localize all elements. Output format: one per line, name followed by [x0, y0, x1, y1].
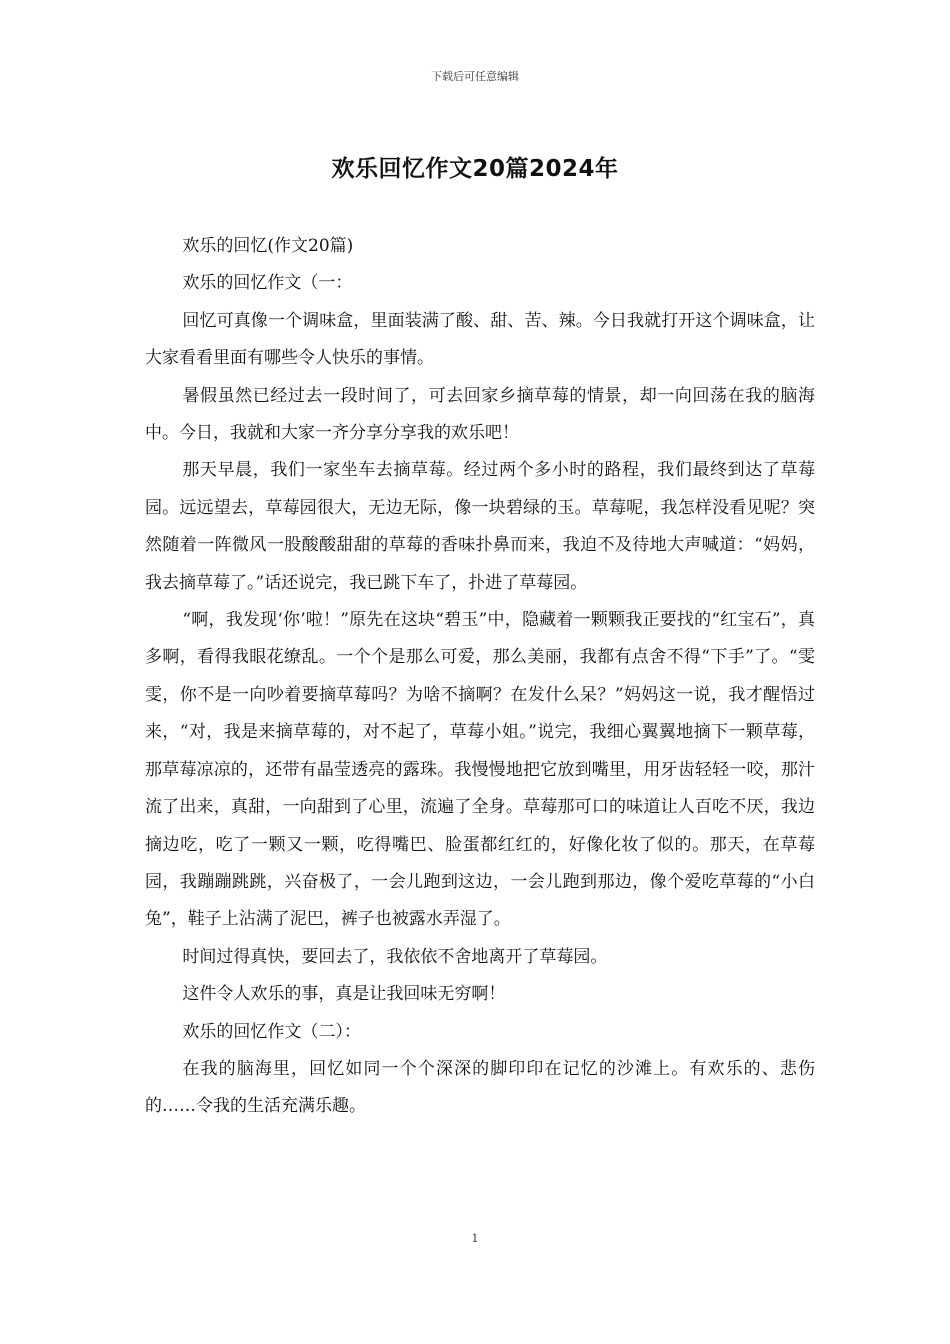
document-title: 欢乐回忆作文20篇2024年	[331, 156, 619, 182]
paragraph: 时间过得真快，要回去了，我依依不舍地离开了草莓园。	[182, 946, 608, 967]
paragraph: 在我的脑海里，回忆如同一个个深深的脚印印在记忆的沙滩上。有欢乐的、悲伤的……令我的生活充满乐趣。	[145, 1058, 815, 1117]
paragraph-subtitle: 欢乐的回忆(作文20篇)	[182, 236, 354, 256]
header-note: 下载后可任意编辑	[431, 70, 519, 83]
paragraph: 暑假虽然已经过去一段时间了，可去回家乡摘草莓的情景，却一向回荡在我的脑海中。今日，我就和大家一齐分享分享我的欢乐吧！	[145, 385, 815, 444]
paragraph: 这件令人欢乐的事，真是让我回味无穷啊！	[182, 984, 506, 1005]
document-body	[145, 228, 815, 1126]
paragraph: 那天早晨，我们一家坐车去摘草莓。经过两个多小时的路程，我们最终到达了草莓园。远远望去，草莓园很大，无边无际，像一块碧绿的玉。草莓呢，我怎样没看见呢？突然随着一阵微风一股酸酸甜甜的草莓的香味扑鼻而来，我迫不及待地大声喊道：“妈妈，我去摘草莓了。”话还说完，我已跳下车了，扑进了草莓园。	[145, 460, 815, 593]
page-number: 1	[471, 1232, 479, 1245]
paragraph: “啊，我发现‘你’啦！”原先在这块“碧玉”中，隐藏着一颗颗我正要找的“红宝石”，真多啊，看得我眼花缭乱。一个个是那么可爱，那么美丽，我都有点舍不得“下手”了。“雯雯，你不是一向吵着要摘草莓吗？为啥不摘啊？在发什么呆？”妈妈这一说，我才醒悟过来，“对，我是来摘草莓的，对不起了，草莓小姐。”说完，我细心翼翼地摘下一颗草莓，那草莓凉凉的，还带有晶莹透亮的露珠。我慢慢地把它放到嘴里，用牙齿轻轻一咬，那汁流了出来，真甜，一向甜到了心里，流遍了全身。草莓那可口的味道让人百吃不厌，我边摘边吃，吃了一颗又一颗，吃得嘴巴、脸蛋都红红的，好像化妆了似的。那天，在草莓园，我蹦蹦跳跳，兴奋极了，一会儿跑到这边，一会儿跑到那边，像个爱吃草莓的“小白兔”，鞋子上沾满了泥巴，裤子也被露水弄湿了。	[145, 610, 815, 930]
paragraph-section-heading-1: 欢乐的回忆作文（一：	[182, 273, 353, 294]
paragraph-section-heading-2: 欢乐的回忆作文（二）：	[182, 1021, 361, 1042]
paragraph: 回忆可真像一个调味盒，里面装满了酸、甜、苦、辣。今日我就打开这个调味盒，让大家看看里面有哪些令人快乐的事情。	[145, 310, 815, 369]
